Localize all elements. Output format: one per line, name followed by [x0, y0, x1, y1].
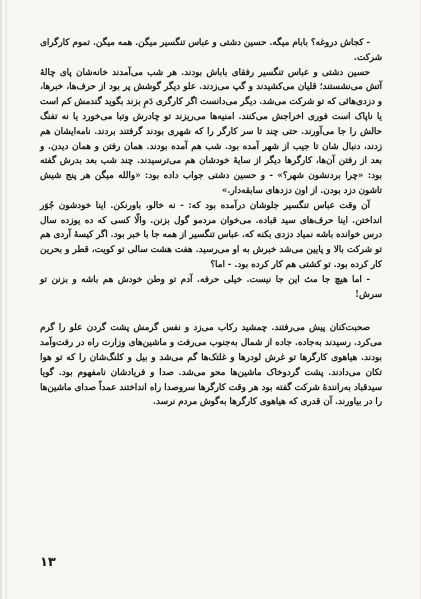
paragraph-5: صحبت‌کنان پیش می‌رفتند. چمشید رکاب می‌زد و نفس گرمش پشت گردن علو را گرم می‌کرد. رسیدند به‌جاده. جاده از شمال به‌جنوب می‌رفت و ماشین‌های وزارت راه در رفت‌وآمد بودند. هیاهوی کارگرها تو غرش لودرها و غلتک‌ها گم می‌شد و بیل و کلنگ‌شان را که تو هوا تکان می‌دادند. پشت گردوخاک ماشین‌ها محو می‌شد. صدا و فریادشان نامفهوم بود. گویا سیدقباد به‌رانندهٔ شرکت گفته بود هر وقت کارگرها سروصدا راه انداختند عمداً صدای ماشین‌ها را در بیاورند. آن قدری که هیاهوی کارگرها به‌گوش مردم نرسد. [40, 323, 382, 408]
page-number: ۱۳ [40, 555, 56, 570]
paragraph-3: آن وقت عباس تنگسیر جلوشان درآمده بود که: - نه خالو، باورنکن. اینا خودشون جُوَر انداختن. اینا حرف‌های سید قباده. می‌خوان مردمو گول بزنن. والّا کسی که ده یوزده سال درس خوانده باشه نمیاد دزدی بکنه که. عباس تنگسیر از همه جا با خبر بود. اگر کیسهٔ آردی هم تو شرکت بالا و پایین می‌شد خبرش به او می‌رسید. هفت هشت سالی تو کویت، قطر و بحرین کار کرده بود. تو کشتی هم کار کرده بود. - اما؟ [40, 200, 382, 270]
paragraph-4: - اما هیچ جا مث این جا نیست. خیلی حرفه. آدم تو وطن خودش هم باشه و بزنن تو سرش! [40, 274, 382, 300]
body-text [40, 36, 382, 410]
paragraph-gap [40, 302, 382, 321]
paragraph-2: حسین دشتی و عباس تنگسیر رفقای باباش بودند. هر شب می‌آمدند خانه‌شان پای چالهٔ آتش می‌نشستند؛ قلیان می‌کشیدند و گپ می‌زدند. علو دیگر گوشش پر بود از حرف‌ها، خبرها، و دزدی‌هائی که تو شرکت می‌شد. دیگر می‌دانست اگر کارگری دَمِ بزند بگوید گندمش کم است یا ناپاک است فوری اخراجش می‌کنند. امنیه‌ها می‌ریزند تو چادرش وتبا می‌خورد یا نه تفنگ حالش را جا می‌آورند. حتی چند تا سر کارگر را که شهری بودند گرفتند بردند. نامه‌ایشان هم زدند، دنبال شان تا جیب از شهر آمده بود. شب هم آمده بودند. همان رفتن و همان دیدن. و بعد از رفتن آن‌ها، کارگرها دیگر از سایهٔ خودشان هم می‌ترسیدند. چند شب بعد بدرش گفته بود: «چرا بردنشون شهر؟» - و حسین دشتی جواب داده بود: «والله میگن هر پنج شیش تاشون دزد بودن. از اون دزدهای سابقه‌دار.» [40, 67, 382, 196]
paragraph-1: - کجاش دروغه؟ بابام میگه. حسین دشتی و عباس تنگسیر میگن. همه میگن. تموم کارگرای شرکت. [40, 38, 382, 63]
